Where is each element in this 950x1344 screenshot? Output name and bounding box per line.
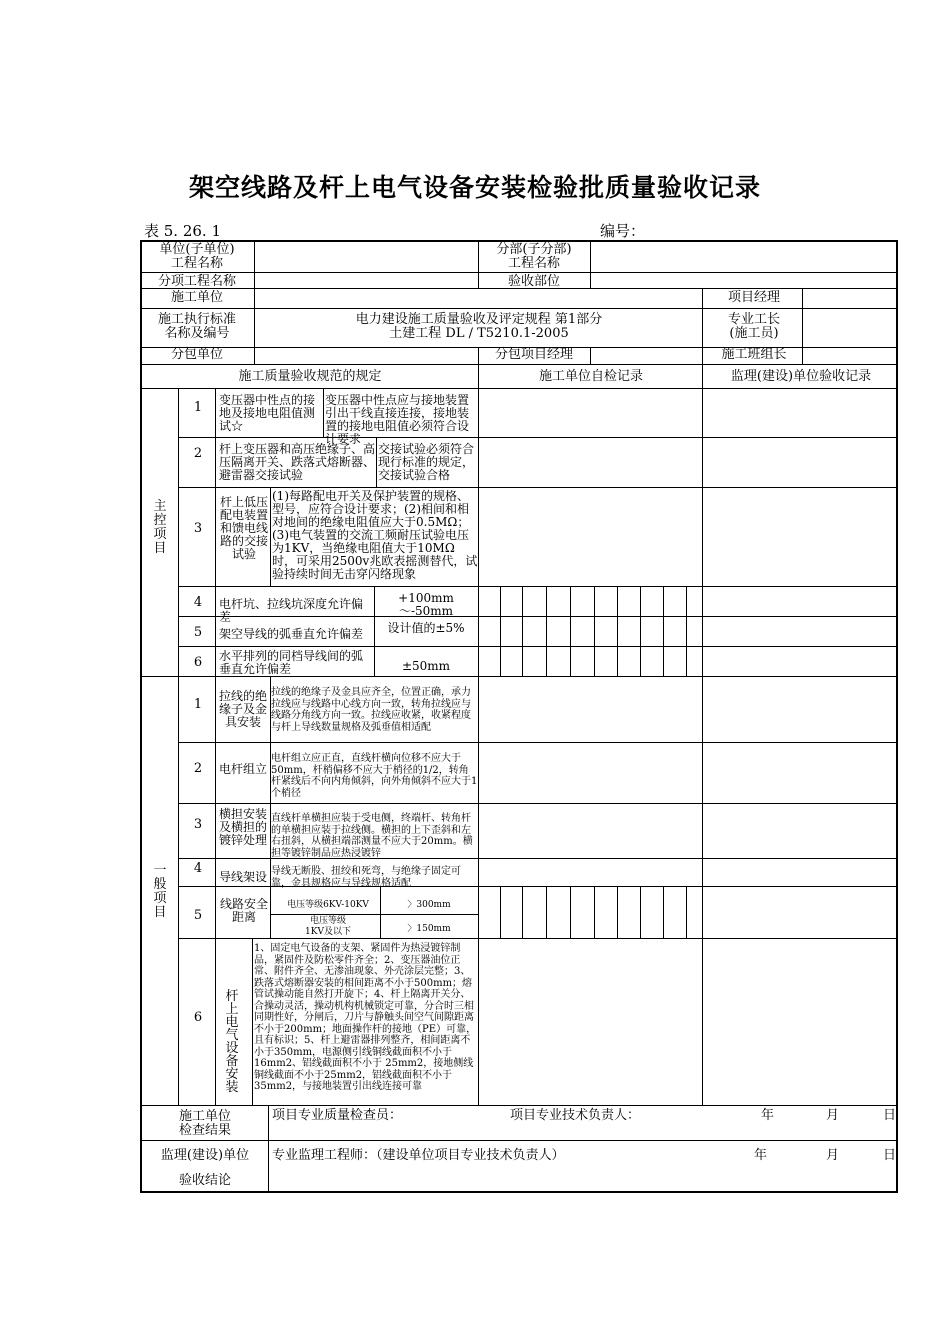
month-label: 月: [826, 1148, 840, 1163]
year-label: 年: [754, 1148, 768, 1163]
general-item-no: 4: [193, 861, 203, 876]
construct-result-label: 施工单位 检查结果: [178, 1109, 231, 1138]
grid-line: [570, 586, 571, 616]
general-item-no: 2: [193, 761, 203, 776]
grid-line: [594, 646, 595, 676]
general-item-no: 3: [193, 817, 203, 832]
grid-line: [500, 616, 501, 646]
grid-line: [140, 388, 896, 389]
main-item-no: 5: [193, 625, 203, 640]
grid-line: [594, 914, 595, 938]
general-item-requirement: 1、固定电气设备的支架、紧固件为热浸镀锌制品，紧固件及防松零件齐全；2、变压器油位正常、附件齐全、无渗油现象、外壳涂层完整；3、跌落式熔断器安装的相间距离不小于500mm；熔管试操动能自然打开旋下；4、杆上隔离开关分、合操动灵活，操动机构机械锁定可靠，分合时三相同期性好，分闸后，刀片与静触头间空气间隙距离不小于200mm；地面操作杆的接地（PE）可靠，且有标识；5、杆上避雷器排列整齐，相间距离不小于350mm，电源侧引线铜线截面积不小于16mm2、铝线截面积不小于 25mm2，接地侧线铜线截面不小于25mm2，铝线截面积不小于35mm2，与接地装置引出线连接可靠: [254, 943, 477, 1092]
general-item-requirement: 拉线的绝缘子及金具应齐全，位置正确，承力拉线应与线路中心线方向一致，转角拉线应与线路分角线方向一致。拉线应收紧，收紧程度与杆上导线数量规格及弧垂值相适配: [271, 687, 471, 733]
grid-line: [570, 646, 571, 676]
grid-line: [663, 886, 664, 914]
grid-line: [500, 586, 501, 616]
main-item-requirement: (1)每路配电开关及保护装置的规格、型号，应符合设计要求；(2)相间和相对地间的绝缘电阻值应大于0.5MΩ；(3)电气装置的交流工频耐压试验电压为1KV，当绝缘电阻值大于10MΩ时，可采用2500v兆欧表摇测替代，试验持续时间无击穿闪络现象: [272, 489, 478, 581]
main-item-requirement: ±50mm: [401, 659, 451, 673]
supervisor-label: 专业监理工程师：（建设单位项目专业技术负责人）: [272, 1148, 565, 1163]
grid-line: [640, 914, 641, 938]
main-item-requirement: 变压器中性点应与接地装置引出干线直接连接，接地装置的接地电阻值必须符合设计要求: [325, 393, 470, 446]
grid-line: [178, 388, 179, 1105]
grid-line: [546, 886, 547, 914]
grid-line: [590, 347, 591, 364]
table-number: 表 5. 26. 1: [144, 222, 222, 240]
grid-line: [252, 938, 253, 1105]
grid-line: [640, 886, 641, 914]
grid-line: [617, 886, 618, 914]
main-item-no: 2: [193, 446, 203, 461]
construct-unit-label: 施工单位: [170, 290, 223, 305]
grid-line: [663, 616, 664, 646]
safety-distance-row2-value: 〉150mm: [407, 924, 451, 934]
general-item-name: 杆上电气设备安装: [225, 989, 239, 1095]
grid-line: [254, 240, 255, 364]
grid-line: [478, 240, 479, 288]
grid-line: [546, 914, 547, 938]
spec-column-header: 施工质量验收规范的规定: [238, 369, 382, 384]
grid-line: [140, 1105, 896, 1106]
team-leader-label: 施工班组长: [721, 347, 787, 362]
general-item-requirement: 电杆组立应正直，直线杆横向位移不应大于50mm，杆梢偏移不应大于梢径的1/2，转角杆紧线后不向内角倾斜，向外角倾斜不应大于1个梢径: [271, 753, 478, 799]
grid-line: [617, 586, 618, 616]
standard-value: 电力建设施工质量验收及评定规程 第1部分 土建工程 DL / T5210.1-2005: [355, 312, 603, 341]
main-item-name: 水平排列的同档导线间的弧垂直允许偏差: [219, 649, 364, 676]
accept-part-label: 验收部位: [507, 274, 560, 289]
subcontract-manager-label: 分包项目经理: [494, 347, 573, 362]
grid-line: [590, 240, 591, 288]
grid-line: [702, 886, 703, 914]
grid-line: [617, 646, 618, 676]
grid-line: [215, 388, 216, 1105]
grid-line: [522, 586, 523, 616]
grid-line: [268, 1105, 269, 1193]
general-item-requirement: 导线无断股、扭绞和死弯，与绝缘子固定可靠，金具规格应与导线规格适配: [271, 866, 461, 889]
grid-line: [376, 437, 377, 487]
general-label: 一 般 项 目: [153, 863, 167, 920]
general-item-name: 线路安全距离: [219, 897, 268, 924]
grid-line: [686, 646, 687, 676]
grid-line: [546, 646, 547, 676]
grid-line: [478, 616, 479, 646]
supervision-conclusion-label-2: 验收结论: [178, 1173, 231, 1188]
item-project-label: 分项工程名称: [157, 274, 236, 289]
day-label: 日: [883, 1108, 897, 1123]
grid-line: [478, 586, 479, 616]
grid-line: [178, 586, 896, 587]
grid-line: [896, 240, 898, 1193]
grid-line: [178, 487, 896, 488]
grid-line: [702, 646, 703, 676]
grid-line: [546, 586, 547, 616]
safety-distance-row1-value: 〉300mm: [407, 900, 451, 910]
grid-line: [323, 388, 324, 437]
subcontract-unit-label: 分包单位: [170, 347, 223, 362]
grid-line: [478, 646, 479, 676]
grid-line: [178, 742, 896, 743]
grid-line: [702, 616, 703, 646]
grid-line: [686, 886, 687, 914]
serial-label: 编号：: [600, 222, 646, 240]
main-item-requirement: 设计值的±5%: [387, 621, 465, 635]
main-item-name: 变压器中性点的接地及接地电阻值测试☆: [219, 393, 316, 433]
grid-line: [270, 914, 478, 915]
grid-line: [178, 646, 896, 647]
grid-line: [140, 1191, 898, 1193]
main-item-name: 杆上变压器和高压绝缘子、高压隔离开关、跌落式熔断器、避雷器交接试验: [219, 442, 376, 482]
grid-line: [178, 437, 896, 438]
grid-line: [802, 288, 803, 364]
supervision-conclusion-label: 监理(建设)单位: [160, 1148, 250, 1163]
general-item-name: 拉线的绝缘子及金具安装: [218, 689, 267, 729]
general-item-no: 6: [193, 1010, 203, 1025]
main-control-label: 主 控 项 目: [153, 499, 167, 556]
grid-line: [663, 646, 664, 676]
grid-line: [702, 364, 703, 1105]
grid-line: [380, 886, 381, 938]
grid-line: [617, 616, 618, 646]
grid-line: [640, 646, 641, 676]
grid-line: [570, 914, 571, 938]
main-item-no: 4: [193, 595, 203, 610]
unit-project-label: 单位(子单位) 工程名称: [159, 242, 235, 271]
main-item-no: 3: [193, 521, 203, 536]
main-item-requirement: 交接试验必须符合现行标准的规定，交接试验合格: [378, 442, 475, 482]
grid-line: [178, 938, 896, 939]
page-title: 架空线路及杆上电气设备安装检验批质量验收记录: [188, 173, 761, 202]
grid-line: [686, 586, 687, 616]
grid-line: [140, 1140, 896, 1141]
project-manager-label: 项目经理: [727, 290, 780, 305]
grid-line: [594, 586, 595, 616]
grid-line: [617, 914, 618, 938]
main-item-requirement: +100mm～-50mm: [398, 591, 454, 618]
main-item-no: 1: [193, 400, 203, 415]
supervision-column-header: 监理(建设)单位验收记录: [730, 369, 872, 384]
grid-line: [374, 586, 375, 676]
grid-line: [522, 616, 523, 646]
grid-line: [640, 616, 641, 646]
general-item-name: 电杆组立: [219, 762, 268, 776]
grid-line: [640, 586, 641, 616]
general-item-name: 横担安装及横担的镀锌处理: [219, 807, 268, 847]
quality-inspector-label: 项目专业质量检查员：: [272, 1108, 403, 1123]
grid-line: [500, 886, 501, 914]
grid-line: [478, 886, 479, 914]
general-item-no: 1: [193, 697, 203, 712]
grid-line: [522, 646, 523, 676]
grid-line: [478, 364, 479, 1105]
day-label: 日: [883, 1148, 897, 1163]
grid-line: [663, 586, 664, 616]
main-item-name: 杆上低压配电装置和馈电线路的交接试验: [219, 495, 268, 561]
grid-line: [663, 914, 664, 938]
grid-line: [686, 914, 687, 938]
grid-line: [702, 586, 703, 616]
grid-line: [140, 364, 896, 365]
year-label: 年: [761, 1108, 775, 1123]
main-item-name: 电杆坑、拉线坑深度允许偏差: [219, 597, 364, 624]
grid-line: [500, 914, 501, 938]
grid-line: [594, 616, 595, 646]
grid-line: [546, 616, 547, 646]
main-item-name: 架空导线的弧垂直允许偏差: [219, 627, 364, 641]
safety-distance-row2-label: 电压等级 1KV及以下: [305, 916, 351, 937]
grid-line: [702, 914, 703, 938]
grid-line: [570, 886, 571, 914]
general-item-requirement: 直线杆单横担应装于受电侧，终端杆、转角杆的单横担应装于拉线侧。横担的上下歪斜和左右扭斜，从横担端部测量不应大于20mm。横担等镀锌制品应热浸镀锌: [271, 813, 473, 859]
sub-project-label: 分部(子分部) 工程名称: [496, 242, 572, 271]
grid-line: [522, 886, 523, 914]
month-label: 月: [826, 1108, 840, 1123]
grid-line: [178, 803, 896, 804]
grid-line: [270, 487, 271, 586]
grid-line: [570, 616, 571, 646]
self-check-column-header: 施工单位自检记录: [538, 369, 643, 384]
grid-line: [500, 646, 501, 676]
grid-line: [594, 886, 595, 914]
safety-distance-row1-label: 电压等级6KV-10KV: [287, 900, 369, 910]
main-item-no: 6: [193, 655, 203, 670]
grid-line: [478, 914, 479, 938]
grid-line: [686, 616, 687, 646]
grid-line: [522, 914, 523, 938]
tech-lead-label: 项目专业技术负责人：: [510, 1108, 641, 1123]
foreman-label: 专业工长 (施工员): [727, 312, 780, 341]
general-item-name: 导线架设: [219, 870, 268, 884]
standard-label: 施工执行标准 名称及编号: [157, 312, 236, 341]
general-item-no: 5: [193, 908, 203, 923]
